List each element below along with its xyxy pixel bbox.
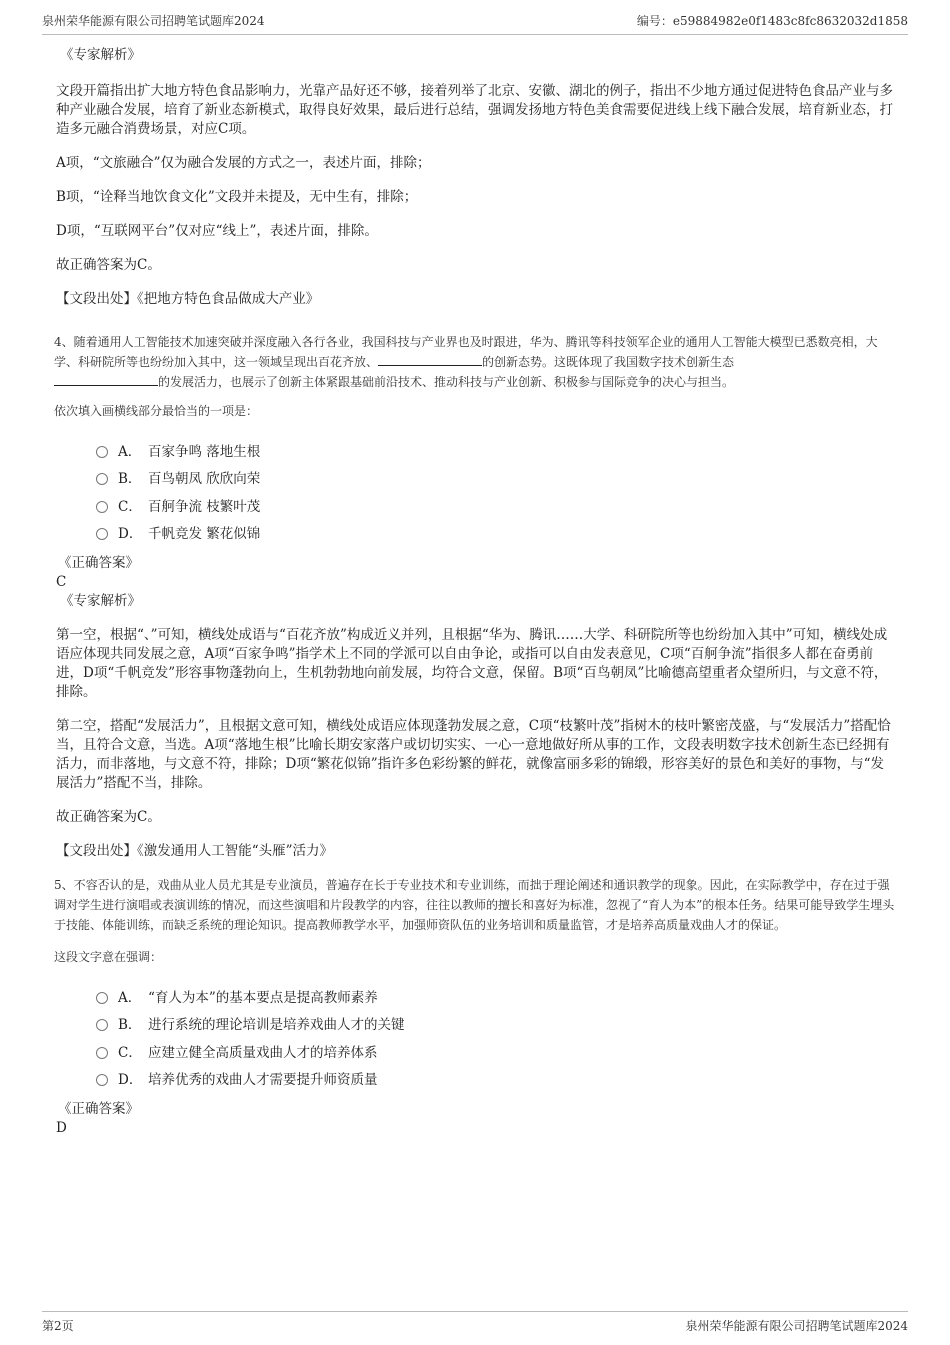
q3-analysis-p1: 文段开篇指出扩大地方特色食品影响力，光靠产品好还不够，接着列举了北京、安徽、湖北的例子，指出不少地方通过促进特色食品产业与多种产业融合发展，培育了新业态新模式，取得良好效果，最后进行总结，强调发扬地方特色美食需要促进线上线下融合发展，培育新业态，打造多元融合消费场景，对应C项。 [56,83,893,137]
option-text: 应建立健全高质量戏曲人才的培养体系 [148,1044,378,1061]
q4-stem-part1: 4、随着通用人工智能技术加速突破并深度融入各行各业，我国科技与产业界也及时跟进，华为、腾讯等科技领军企业的通用人工智能大模型已悉数亮相，大学、科研院所等也纷纷加入其中，这一领域呈现出百花齐放、 [54,335,878,369]
q4-option-b[interactable] [96,464,896,492]
q4-stem-part3: 的发展活力，也展示了创新主体紧跟基础前沿技术、推动科技与产业创新、积极参与国际竞争的决心与担当。 [158,375,735,389]
page-footer [42,1311,908,1334]
radio-icon[interactable] [96,992,108,1004]
option-letter: A． [118,443,142,460]
q4-prompt: 依次填入画横线部分最恰当的一项是： [54,404,259,418]
option-letter: D． [118,526,143,543]
footer-title: 泉州荣华能源有限公司招聘笔试题库2024 [685,1319,908,1333]
option-letter: A． [118,989,142,1006]
header-title: 泉州荣华能源有限公司招聘笔试题库2024 [42,14,265,28]
radio-icon[interactable] [96,1019,108,1031]
page-header [42,12,908,35]
radio-icon[interactable] [96,473,108,485]
q4-option-d[interactable] [96,519,896,547]
option-text: 百舸争流 枝繁叶茂 [148,498,261,515]
option-letter: D． [118,1072,143,1089]
option-text: 百鸟朝凤 欣欣向荣 [148,471,261,488]
page-number: 第2页 [42,1319,74,1333]
option-text: 千帆竞发 繁花似锦 [148,526,261,543]
q5-answer-label: 《正确答案》 [58,1101,139,1117]
radio-icon[interactable] [96,528,108,540]
q4-answer: C [56,574,67,590]
q5-answer: D [56,1120,67,1136]
page-content [56,46,896,1138]
q4-stem-part2: 的创新态势。这既体现了我国数字技术创新生态 [482,355,735,369]
header-serial: 编号：e59884982e0f1483c8fc8632032d1858 [636,14,908,28]
option-text: “育人为本”的基本要点是提高教师素养 [148,989,378,1006]
q3-conclusion: 故正确答案为C。 [56,257,161,273]
option-text: 培养优秀的戏曲人才需要提升师资质量 [148,1072,378,1089]
q4-option-a[interactable] [96,436,896,464]
q3-analysis-label: 《专家解析》 [60,47,141,63]
option-letter: C． [118,1044,142,1061]
q4-answer-label: 《正确答案》 [58,555,139,571]
q5-options [96,982,896,1092]
q4-source: 【文段出处】《激发通用人工智能“头雁”活力》 [56,843,334,859]
radio-icon[interactable] [96,446,108,458]
option-letter: C． [118,498,142,515]
q4-blank-2 [54,373,158,386]
option-letter: B． [118,471,142,488]
radio-icon[interactable] [96,501,108,513]
option-text: 进行系统的理论培训是培养戏曲人才的关键 [148,1017,405,1034]
q3-analysis-b: B项，“诠释当地饮食文化”文段并未提及，无中生有，排除； [56,189,418,205]
radio-icon[interactable] [96,1047,108,1059]
q5-option-d[interactable] [96,1065,896,1093]
q3-analysis-a: A项，“文旅融合”仅为融合发展的方式之一，表述片面，排除； [56,155,431,171]
q5-stem: 5、不容否认的是，戏曲从业人员尤其是专业演员，普遍存在长于专业技术和专业训练，而拙于理论阐述和通识教学的现象。因此，在实际教学中，存在过于强调对学生进行演唱或表演训练的情况，而这些演唱和片段教学的内容，往往以教师的擅长和喜好为标准，忽视了“育人为本”的根本任务。结果可能导致学生埋头于技能、体能训练，而缺乏系统的理论知识。提高教师教学水平，加强师资队伍的业务培训和质量监管，才是培养高质量戏曲人才的保证。 [54,878,895,932]
q5-option-c[interactable] [96,1037,896,1065]
q5-prompt: 这段文字意在强调： [54,950,163,964]
q4-blank-1 [378,353,482,366]
q4-analysis-p2: 第二空，搭配“发展活力”，且根据文意可知，横线处成语应体现蓬勃发展之意，C项“枝繁叶茂”指树木的枝叶繁密茂盛，与“发展活力”搭配恰当，且符合文意，当选。A项“落地生根”比喻长期安家落户或切切实实、一心一意地做好所从事的工作，文段表明数字技术创新生态已经拥有活力，而非落地，与文意不符，排除；D项“繁花似锦”指许多色彩纷繁的鲜花，就像富丽多彩的锦缎，形容美好的景色和美好的事物，与“发展活力”搭配不当，排除。 [56,718,891,791]
option-letter: B． [118,1017,142,1034]
q4-stem [54,332,896,392]
q3-source: 【文段出处】《把地方特色食品做成大产业》 [56,291,320,307]
q4-analysis-label: 《专家解析》 [60,593,141,609]
q4-options [96,436,896,546]
q5-option-b[interactable] [96,1010,896,1038]
option-text: 百家争鸣 落地生根 [148,443,261,460]
radio-icon[interactable] [96,1074,108,1086]
q5-option-a[interactable] [96,982,896,1010]
q4-option-c[interactable] [96,491,896,519]
q4-analysis-p1: 第一空，根据“、”可知，横线处成语与“百花齐放”构成近义并列，且根据“华为、腾讯……大学、科研院所等也纷纷加入其中”可知，横线处成语应体现共同发展之意，A项“百家争鸣”指学术上不同的学派可以自由争论，或指可以自由发表意见，C项“百舸争流”指很多人都在奋勇前进，D项“千帆竞发”形容事物蓬勃向上，生机勃勃地向前发展，均符合文意，保留。B项“百鸟朝凤”比喻德高望重者众望所归，与文意不符，排除。 [56,627,888,700]
q4-conclusion: 故正确答案为C。 [56,809,161,825]
q3-analysis-d: D项，“互联网平台”仅对应“线上”，表述片面，排除。 [56,223,378,239]
